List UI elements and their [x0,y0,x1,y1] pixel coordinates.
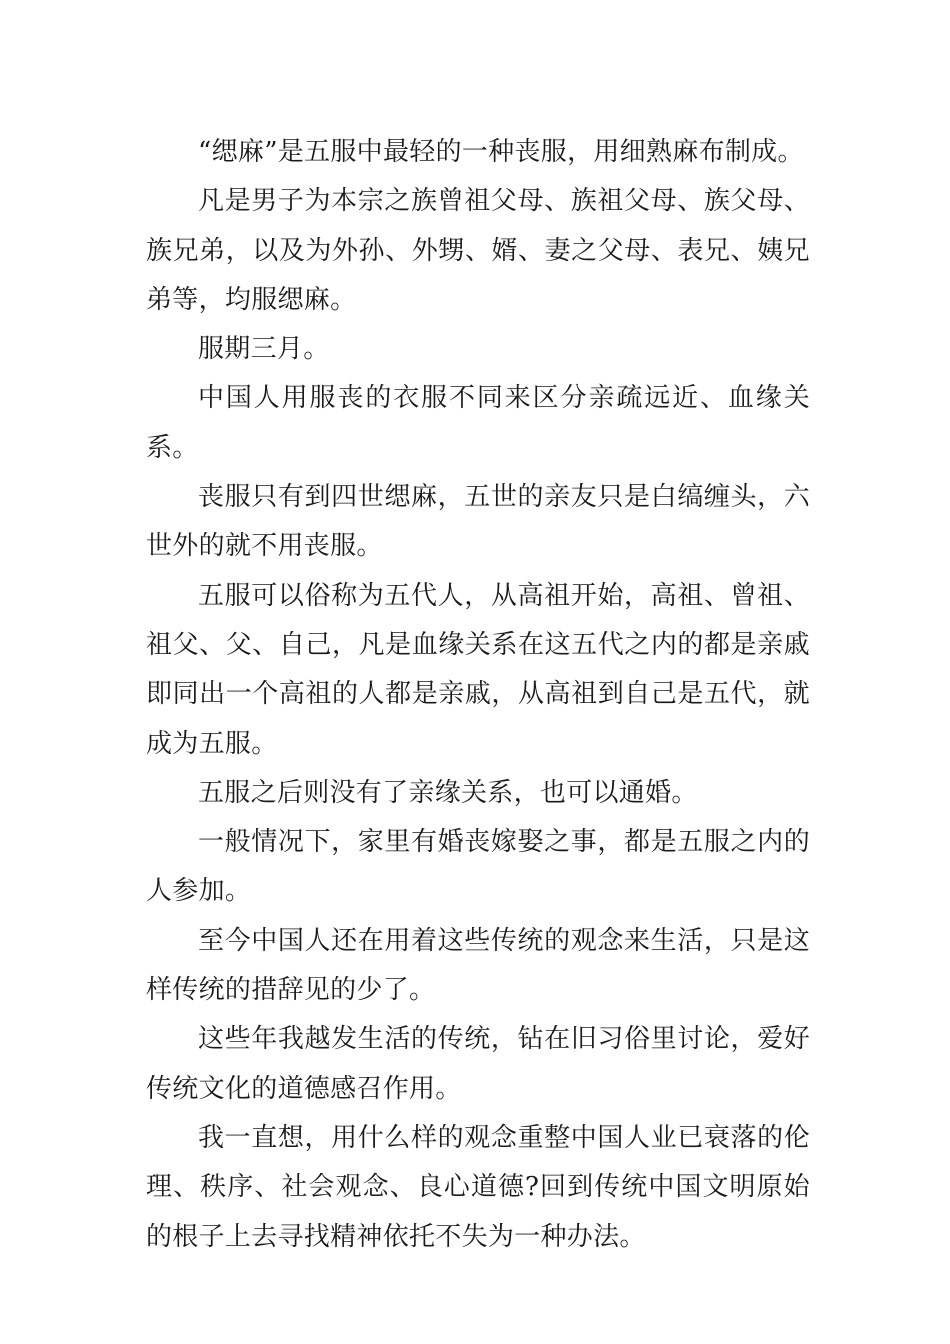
paragraph-8: 一般情况下，家里有婚丧嫁娶之事，都是五服之内的人参加。 [146,827,810,907]
paragraph-4: 中国人用服丧的衣服不同来区分亲疏远近、血缘关系。 [146,383,810,463]
paragraph-2: 凡是男子为本宗之族曾祖父母、族祖父母、族父母、族兄弟，以及为外孙、外甥、婿、妻之父母、表兄、姨兄弟等，均服缌麻。 [146,186,810,315]
paragraph-7: 五服之后则没有了亲缘关系，也可以通婚。 [198,777,698,808]
paragraph-9: 至今中国人还在用着这些传统的观念来生活，只是这样传统的措辞见的少了。 [146,925,810,1006]
paragraph-11: 我一直想，用什么样的观念重整中国人业已衰落的伦理、秩序、社会观念、良心道德?回到传统中国文明原始的根子上去寻找精神依托不失为一种办法。 [146,1122,810,1252]
paragraph-1: “缌麻”是五服中最轻的一种丧服，用细熟麻布制成。 [198,137,804,167]
document-body [146,128,810,1262]
paragraph-5: 丧服只有到四世缌麻，五世的亲友只是白缟缠头，六世外的就不用丧服。 [146,482,810,562]
paragraph-6: 五服可以俗称为五代人，从高祖开始，高祖、曾祖、祖父、父、自己，凡是血缘关系在这五代之内的都是亲戚即同出一个高祖的人都是亲戚，从高祖到自己是五代，就成为五服。 [146,580,810,759]
paragraph-3: 服期三月。 [198,334,330,365]
paragraph-10: 这些年我越发生活的传统，钻在旧习俗里讨论，爱好传统文化的道德感召作用。 [146,1024,810,1104]
